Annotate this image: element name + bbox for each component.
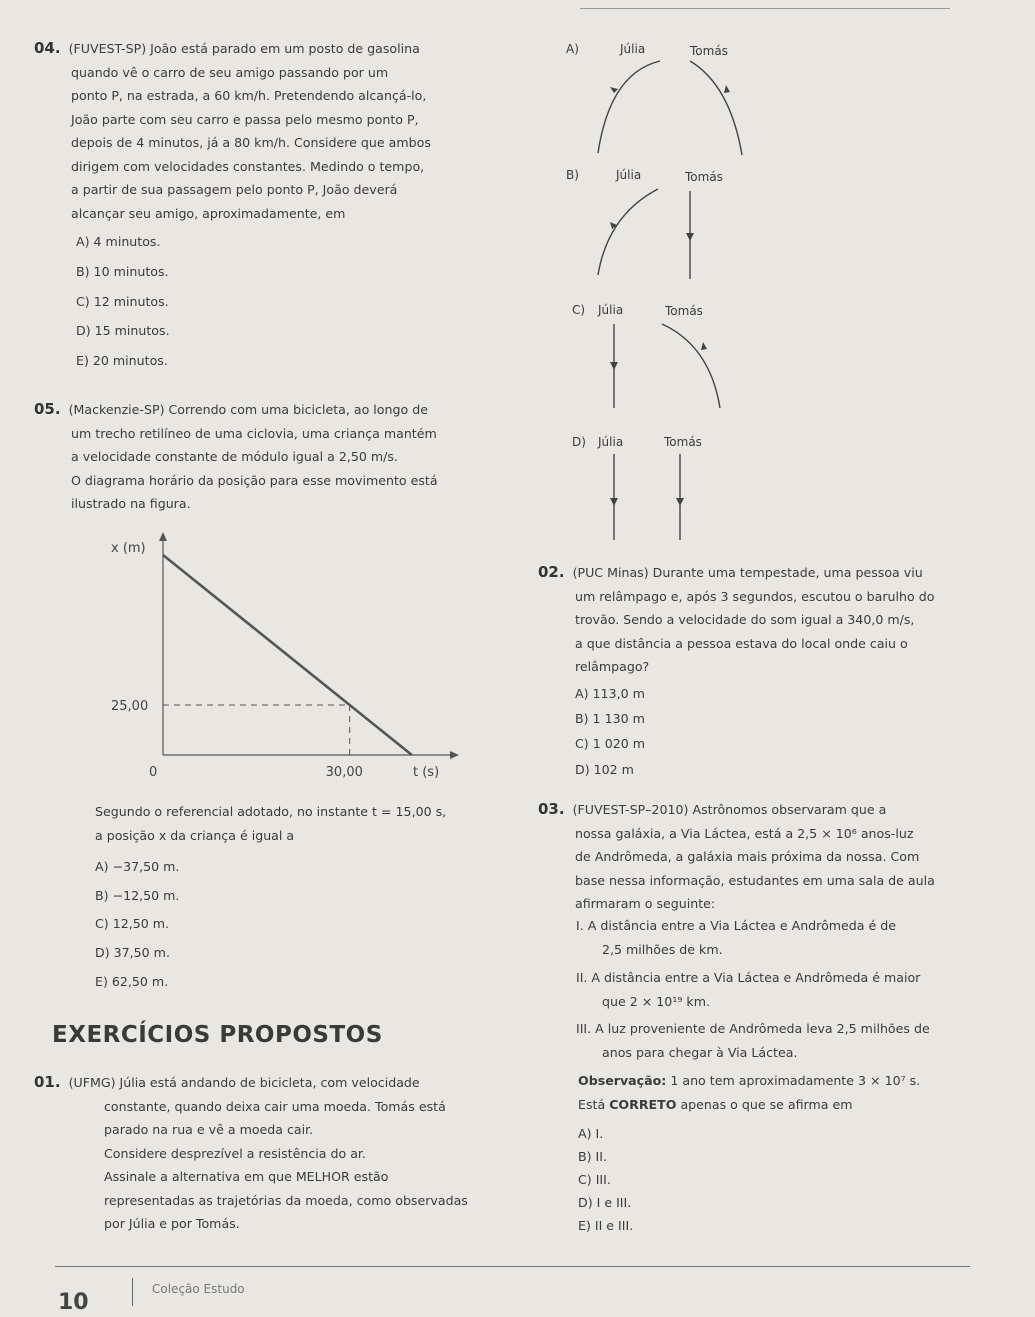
question-05: 05. (Mackenzie-SP) Correndo com uma bicicleta, ao longo de um trecho retilíneo de uma ciclovia, uma criança mantém a velocidade constante de módulo igual a 2,50 m/s. O diagrama horário da posição para esse movimento está ilustrado na figura. bbox=[34, 400, 438, 511]
footer-rule bbox=[55, 1266, 970, 1267]
y-axis-label: x (m) bbox=[111, 541, 146, 556]
top-rule bbox=[580, 8, 950, 9]
arrow-icon bbox=[610, 222, 617, 229]
y-tick-label: 25,00 bbox=[111, 699, 149, 714]
julia-label: Júlia bbox=[598, 303, 624, 317]
option-a[interactable]: A) −37,50 m. bbox=[95, 859, 180, 874]
option-b[interactable]: B) II. bbox=[578, 1149, 607, 1164]
footer-divider bbox=[132, 1278, 133, 1306]
julia-label: Júlia bbox=[620, 42, 646, 56]
collection-name: Coleção Estudo bbox=[152, 1282, 245, 1296]
option-e[interactable]: E) 20 minutos. bbox=[76, 353, 168, 368]
tomas-curve bbox=[690, 61, 742, 155]
question-number: 05. bbox=[34, 400, 61, 418]
question-number: 04. bbox=[34, 39, 61, 57]
statement-i: I. A distância entre a Via Láctea e Andrômeda é de 2,5 milhões de km. bbox=[576, 918, 897, 957]
position-line bbox=[163, 555, 412, 755]
arrow-icon bbox=[701, 342, 707, 350]
arrow-icon bbox=[610, 362, 618, 370]
julia-label: Júlia bbox=[616, 168, 642, 182]
trajectory-b-diagram bbox=[590, 185, 760, 285]
option-a[interactable]: A) I. bbox=[578, 1126, 604, 1141]
option-c[interactable]: C) 1 020 m bbox=[575, 736, 646, 751]
tomas-curve bbox=[662, 324, 720, 408]
trajectory-a-diagram bbox=[590, 55, 760, 165]
option-c[interactable]: C) 12,50 m. bbox=[95, 916, 170, 931]
option-c[interactable]: C) 12 minutos. bbox=[76, 294, 169, 309]
question-number: 03. bbox=[538, 800, 565, 818]
trajectory-option-b-label[interactable]: B) bbox=[566, 168, 579, 182]
option-a[interactable]: A) 113,0 m bbox=[575, 686, 645, 701]
trajectory-c-diagram bbox=[590, 318, 760, 413]
x-tick-label: 30,00 bbox=[325, 765, 363, 780]
exercise-02: 02. (PUC Minas) Durante uma tempestade, uma pessoa viu um relâmpago e, após 3 segundos, escutou o barulho do trovão. Sendo a velocidade do som igual a 340,0 m/s, a que distância a pessoa estava do local onde caiu o relâmpago? bbox=[538, 563, 935, 674]
option-d[interactable]: D) 15 minutos. bbox=[76, 323, 170, 338]
arrow-icon bbox=[724, 85, 730, 93]
tomas-label: Tomás bbox=[664, 435, 702, 449]
question-04: 04. (FUVEST-SP) João está parado em um posto de gasolina quando vê o carro de seu amigo passando por um ponto P, na estrada, a 60 km/h. Pretendendo alcançá-lo, João parte com seu carro e passa pelo mesmo ponto P, depois de 4 minutos, já a 80 km/h. Considere que ambos dirigem com velocidades constantes. Medindo o tempo, a partir de sua passagem pelo ponto P, João deverá alcançar seu amigo, aproximadamente, em bbox=[34, 39, 431, 221]
julia-label: Júlia bbox=[598, 435, 624, 449]
question-05-continuation: Segundo o referencial adotado, no instante t = 15,00 s, a posição x da criança é igual a bbox=[95, 804, 447, 843]
arrow-icon bbox=[676, 498, 684, 506]
position-time-chart bbox=[100, 530, 460, 785]
julia-curve bbox=[598, 61, 660, 153]
statement-iii: III. A luz proveniente de Andrômeda leva 2,5 milhões de anos para chegar à Via Láctea. bbox=[576, 1021, 930, 1060]
exercise-01: 01. (UFMG) Júlia está andando de bicicleta, com velocidade constante, quando deixa cair uma moeda. Tomás está parado na rua e vê a moeda cair. Considere desprezível a resistência do ar. Assinale a alternativa em que MELHOR estão representadas as trajetórias da moeda, como observadas por Júlia e por Tomás. bbox=[34, 1073, 468, 1231]
question-number: 02. bbox=[538, 563, 565, 581]
option-d[interactable]: D) I e III. bbox=[578, 1195, 632, 1210]
trajectory-option-c-label[interactable]: C) bbox=[572, 303, 586, 317]
option-b[interactable]: B) −12,50 m. bbox=[95, 888, 180, 903]
arrow-icon bbox=[610, 87, 618, 93]
section-title: EXERCÍCIOS PROPOSTOS bbox=[52, 1022, 383, 1048]
option-d[interactable]: D) 102 m bbox=[575, 762, 634, 777]
trajectory-option-a-label[interactable]: A) bbox=[566, 42, 579, 56]
exercise-03: 03. (FUVEST-SP–2010) Astrônomos observaram que a nossa galáxia, a Via Láctea, está a 2,5 × 10⁶ anos-luz de Andrômeda, a galáxia mais próxima da nossa. Com base nessa informação, estudantes em uma sala de aula afirmaram o seguinte: bbox=[538, 800, 935, 911]
option-b[interactable]: B) 1 130 m bbox=[575, 711, 645, 726]
option-e[interactable]: E) 62,50 m. bbox=[95, 974, 169, 989]
arrow-icon bbox=[610, 498, 618, 506]
option-d[interactable]: D) 37,50 m. bbox=[95, 945, 170, 960]
option-c[interactable]: C) III. bbox=[578, 1172, 611, 1187]
y-axis-arrow-icon bbox=[159, 532, 167, 541]
x-tick-label: 0 bbox=[149, 765, 158, 780]
arrow-icon bbox=[686, 233, 694, 241]
trajectory-d-diagram bbox=[590, 450, 760, 545]
statement-ii: II. A distância entre a Via Láctea e Andrômeda é maior que 2 × 10¹⁹ km. bbox=[576, 970, 921, 1009]
question-number: 01. bbox=[34, 1073, 61, 1091]
observation: Observação: 1 ano tem aproximadamente 3 × 10⁷ s. Está CORRETO apenas o que se afirma em bbox=[578, 1073, 921, 1112]
x-axis-label: t (s) bbox=[413, 765, 440, 780]
option-e[interactable]: E) II e III. bbox=[578, 1218, 634, 1233]
julia-curve bbox=[598, 189, 658, 275]
option-b[interactable]: B) 10 minutos. bbox=[76, 264, 169, 279]
tomas-label: Tomás bbox=[665, 304, 703, 318]
option-a[interactable]: A) 4 minutos. bbox=[76, 234, 161, 249]
trajectory-option-d-label[interactable]: D) bbox=[572, 435, 586, 449]
tomas-label: Tomás bbox=[690, 44, 728, 58]
tomas-label: Tomás bbox=[685, 170, 723, 184]
x-axis-arrow-icon bbox=[450, 751, 459, 759]
page-number: 10 bbox=[58, 1290, 89, 1315]
